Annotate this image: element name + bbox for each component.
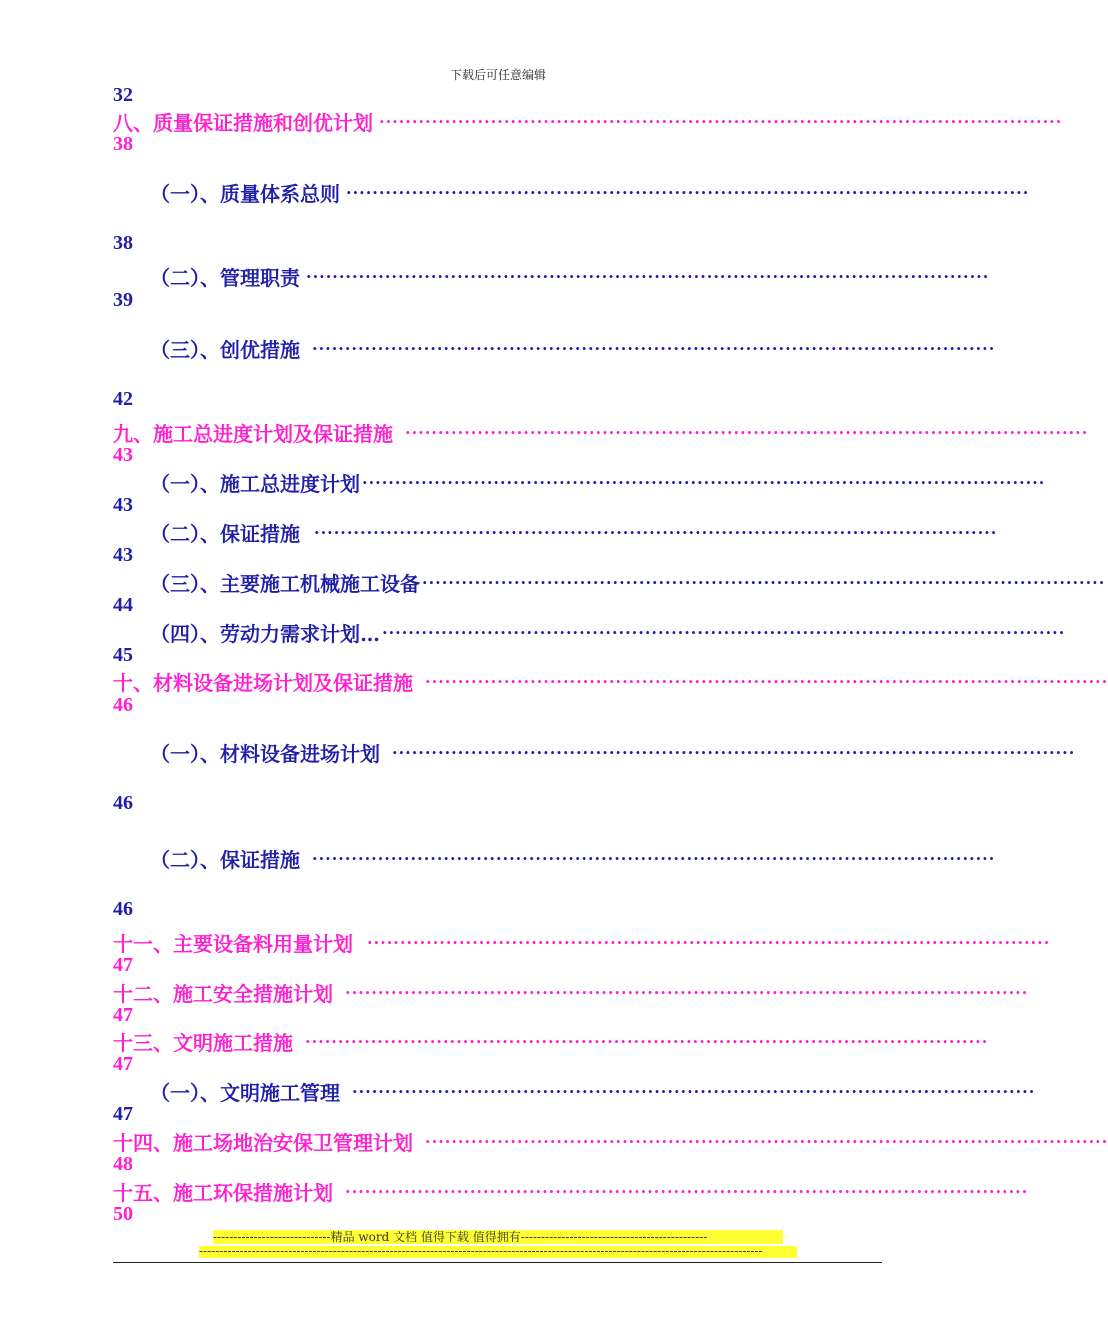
toc-entry-9-1[interactable]	[150, 468, 1046, 497]
toc-entry-label: （三）、主要施工机械施工设备	[150, 572, 420, 596]
toc-entry-13[interactable]	[113, 1027, 989, 1056]
toc-entry-14[interactable]	[113, 1127, 1108, 1156]
page-number: 45	[113, 644, 133, 666]
toc-entry-label: （二）、管理职责	[150, 266, 300, 290]
toc-entry-label: 十、材料设备进场计划及保证措施	[113, 671, 413, 695]
page-number: 46	[113, 792, 133, 814]
dot-leader: ········································································································	[345, 1181, 1029, 1201]
toc-entry-label: （四）、劳动力需求计划…	[150, 622, 380, 646]
toc-entry-label: 九、施工总进度计划及保证措施	[113, 422, 393, 446]
toc-entry-label: （三）、创优措施	[150, 338, 300, 362]
footer-rule	[113, 1262, 882, 1263]
dot-leader: ········································································································	[392, 742, 1076, 762]
page-number: 38	[113, 133, 133, 155]
toc-entry-label: 十五、施工环保措施计划	[113, 1181, 333, 1205]
dot-leader: ········································································································	[345, 982, 1029, 1002]
toc-entry-label: （二）、保证措施	[150, 848, 300, 872]
dot-leader: ········································································································	[425, 671, 1108, 691]
page-number: 39	[113, 289, 133, 311]
page-number: 47	[113, 1103, 133, 1125]
toc-entry-12[interactable]	[113, 978, 1029, 1007]
toc-entry-label: （一）、施工总进度计划	[150, 472, 360, 496]
toc-entry-label: 十三、文明施工措施	[113, 1031, 293, 1055]
toc-entry-label: 八、质量保证措施和创优计划	[113, 111, 373, 135]
toc-entry-9-2[interactable]	[150, 518, 998, 547]
footer-highlight-line: -------------------------------------------------------------------------------------------------------------------------------------------	[199, 1246, 797, 1258]
toc-entry-10-2[interactable]	[150, 844, 996, 873]
page-number: 47	[113, 954, 133, 976]
dot-leader: ········································································································	[306, 266, 990, 286]
page-number: 43	[113, 494, 133, 516]
toc-entry-15[interactable]	[113, 1177, 1029, 1206]
toc-entry-13-1[interactable]	[150, 1077, 1036, 1106]
toc-entry-9[interactable]	[113, 418, 1089, 447]
dot-leader: ········································································································	[352, 1081, 1036, 1101]
page-number: 46	[113, 694, 133, 716]
dot-leader: ········································································································	[312, 848, 996, 868]
toc-entry-label: （二）、保证措施	[150, 522, 300, 546]
dot-leader: ········································································································	[382, 622, 1066, 642]
header-note: 下载后可任意编辑	[449, 68, 546, 82]
page-number: 32	[113, 84, 133, 106]
toc-entry-9-3[interactable]	[150, 568, 1106, 597]
toc-entry-8-2[interactable]	[150, 262, 990, 291]
toc-entry-8-3[interactable]	[150, 334, 996, 363]
toc-entry-8[interactable]	[113, 107, 1063, 136]
toc-entry-8-1[interactable]	[150, 178, 1030, 207]
toc-entry-label: 十二、施工安全措施计划	[113, 982, 333, 1006]
toc-entry-label: （一）、文明施工管理	[150, 1081, 340, 1105]
page-number: 38	[113, 232, 133, 254]
dot-leader: ········································································································	[422, 572, 1106, 592]
page-number: 48	[113, 1153, 133, 1175]
toc-entry-label: 十四、施工场地治安保卫管理计划	[113, 1131, 413, 1155]
dot-leader: ········································································································	[346, 182, 1030, 202]
dot-leader: ········································································································	[405, 422, 1089, 442]
toc-entry-label: （一）、材料设备进场计划	[150, 742, 380, 766]
dot-leader: ········································································································	[305, 1031, 989, 1051]
page-number: 46	[113, 898, 133, 920]
dot-leader: ········································································································	[362, 472, 1046, 492]
page-number: 50	[113, 1203, 133, 1225]
page-number: 43	[113, 444, 133, 466]
toc-entry-9-4[interactable]	[150, 618, 1066, 647]
dot-leader: ········································································································	[379, 111, 1063, 131]
dot-leader: ········································································································	[314, 522, 998, 542]
toc-entry-11[interactable]	[113, 928, 1051, 957]
toc-entry-10-1[interactable]	[150, 738, 1076, 767]
footer-highlight-line: -----------------------------精品 word 文档 值得下载 值得拥有----------------------------------------------	[213, 1230, 783, 1244]
page-number: 47	[113, 1004, 133, 1026]
page-number: 42	[113, 388, 133, 410]
dot-leader: ········································································································	[312, 338, 996, 358]
page-number: 47	[113, 1053, 133, 1075]
dot-leader: ········································································································	[425, 1131, 1108, 1151]
page-number: 44	[113, 594, 133, 616]
toc-entry-10[interactable]	[113, 667, 1108, 696]
dot-leader: ········································································································	[367, 932, 1051, 952]
toc-entry-label: 十一、主要设备料用量计划	[113, 932, 353, 956]
page-number: 43	[113, 544, 133, 566]
toc-entry-label: （一）、质量体系总则	[150, 182, 340, 206]
